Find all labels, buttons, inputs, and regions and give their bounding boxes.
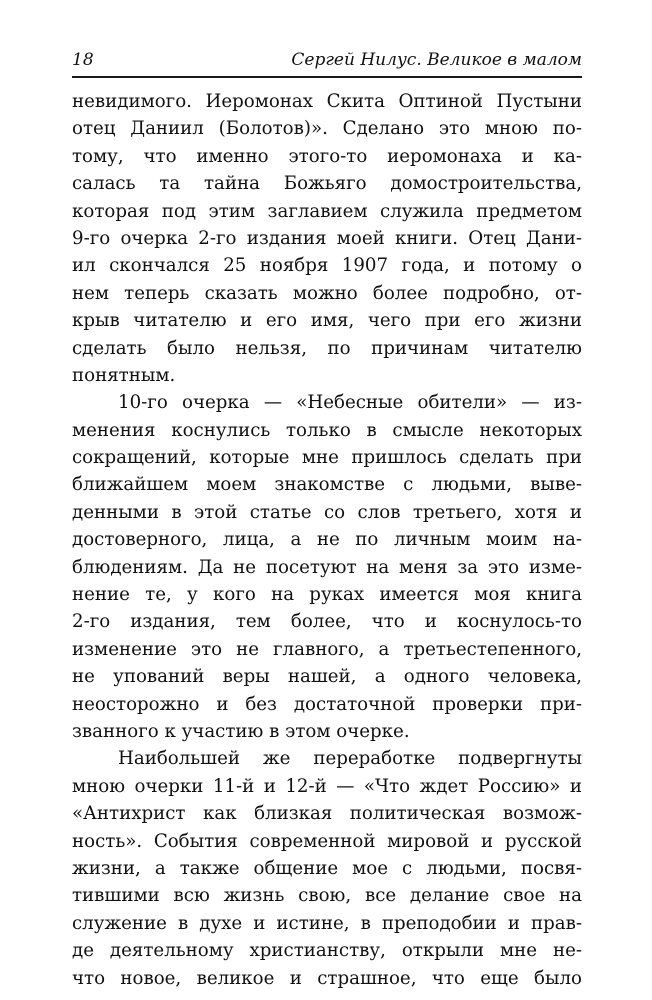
text-line: которая под этим заглавием служила предметом	[72, 200, 582, 222]
text-line: званного к участию в этом очерке.	[72, 720, 410, 742]
paragraph-1	[72, 88, 582, 389]
text-line: менения коснулись только в смысле некоторых	[72, 419, 582, 441]
text-line: достоверного, лица, а не по личным моим на-	[72, 529, 582, 551]
text-line: невидимого. Иеромонах Скита Оптиной Пустыни	[72, 91, 582, 112]
text-line: отец Даниил (Болотов)». Сделано это мною по-	[72, 118, 582, 140]
text-line: блюдениям. Да не посетуют на меня за это изме-	[72, 556, 582, 578]
paragraph-2	[72, 389, 582, 745]
text-line: не упований веры нашей, а одного человека,	[72, 666, 582, 688]
text-line: денными в этой статье со слов третьего, хотя и	[72, 501, 582, 523]
text-line: жизни, а также общение мое с людьми, посвя-	[72, 857, 582, 879]
text-line: 10-го очерка — «Небесные обители» — из-	[118, 392, 582, 414]
text-line: крыв читателю и его имя, чего при его жизни	[72, 310, 582, 332]
text-line: изменение это не главного, а третьестепенного,	[72, 638, 582, 660]
text-line: сокращений, которые мне пришлось сделать при	[72, 447, 582, 469]
text-line: 9-го очерка 2-го издания моей книги. Отец Дани-	[72, 227, 582, 249]
text-line: «Антихрист как близкая политическая возмож-	[72, 803, 582, 825]
text-line: служение в духе и истине, в преподобии и прав-	[72, 912, 582, 934]
body-text	[72, 88, 582, 992]
text-line: 2-го издания, тем более, что и коснулось-то	[72, 611, 582, 633]
running-title: Сергей Нилус. Великое в малом	[291, 50, 582, 70]
text-line: нение те, у кого на руках имеется моя книга	[72, 584, 582, 606]
text-line: неосторожно и без достаточной проверки при-	[72, 693, 582, 715]
text-line: салась та тайна Божьяго домостроительства,	[72, 173, 582, 195]
text-line: мною очерки 11-й и 12-й — «Что ждет Россию» и	[72, 775, 582, 797]
text-line: ил скончался 25 ноября 1907 года, и потому о	[72, 255, 582, 277]
text-line: тившими всю жизнь свою, все делание свое на	[72, 885, 582, 907]
text-line: сделать было нельзя, по причинам читателю	[72, 337, 582, 359]
paragraph-3	[72, 745, 582, 992]
text-line: ность». События современной мировой и русской	[72, 830, 582, 852]
running-header	[72, 48, 582, 78]
page-number: 18	[72, 50, 94, 70]
text-line: тому, что именно этого-то иеромонаха и ка-	[72, 145, 582, 167]
text-line: нем теперь сказать можно более подробно, от-	[72, 282, 582, 304]
text-line: Наибольшей же переработке подвергнуты	[118, 748, 582, 770]
text-line: ближайшем моем знакомстве с людьми, выве-	[72, 474, 582, 496]
text-line: понятным.	[72, 364, 176, 386]
text-line: что новое, великое и страшное, что еще было	[72, 967, 582, 989]
text-line: де деятельному христианству, открыли мне не-	[72, 940, 582, 962]
